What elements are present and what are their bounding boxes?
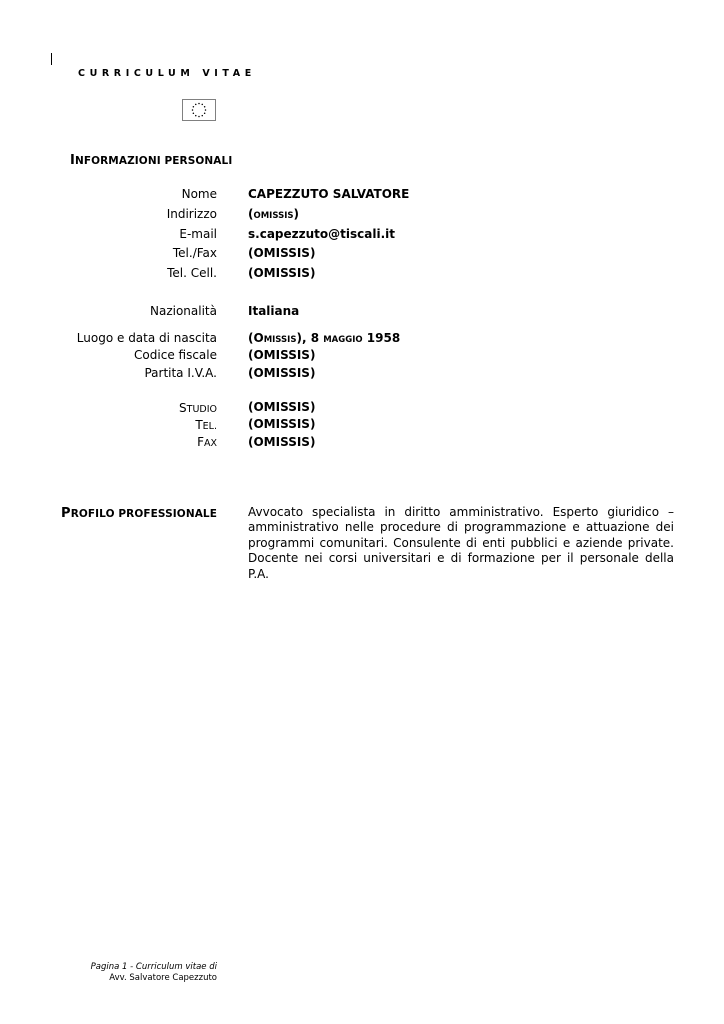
eu-star-icon bbox=[202, 104, 204, 106]
label-telcell: Tel. Cell. bbox=[167, 266, 217, 280]
profile-heading bbox=[61, 506, 217, 521]
value-telcell: (OMISSIS) bbox=[248, 266, 316, 280]
document-title: CURRICULUM VITAE bbox=[78, 68, 256, 79]
eu-star-icon bbox=[204, 106, 206, 108]
eu-star-icon bbox=[204, 113, 206, 115]
label-rest: TUDIO bbox=[186, 404, 217, 415]
label-nazionalita: Nazionalità bbox=[150, 304, 217, 318]
label-email: E-mail bbox=[179, 227, 217, 241]
label-rest: EL. bbox=[202, 421, 217, 432]
value-email[interactable]: s.capezzuto@tiscali.it bbox=[248, 227, 395, 241]
label-studio-fax bbox=[197, 435, 217, 449]
label-initial: F bbox=[197, 435, 204, 449]
footer-line-1: Pagina 1 - Curriculum vitae di bbox=[90, 962, 217, 972]
paren-close: ) bbox=[293, 207, 299, 221]
heading-initial: P bbox=[61, 506, 71, 521]
value-indirizzo-text: OMISSIS bbox=[253, 211, 294, 221]
label-nascita: Luogo e data di nascita bbox=[76, 331, 217, 345]
eu-star-icon bbox=[198, 103, 200, 105]
value-nome: CAPEZZUTO SALVATORE bbox=[248, 187, 410, 201]
label-rest: AX bbox=[203, 438, 217, 449]
eu-star-icon bbox=[195, 115, 197, 117]
heading-initial: I bbox=[70, 153, 75, 168]
value-partita-iva: (OMISSIS) bbox=[248, 366, 316, 380]
nascita-part: ), 8 bbox=[296, 331, 324, 345]
value-telfax: (OMISSIS) bbox=[248, 246, 316, 260]
value-nazionalita: Italiana bbox=[248, 304, 300, 318]
page-footer bbox=[91, 962, 217, 984]
label-initial: S bbox=[179, 401, 187, 415]
value-studio-tel: (OMISSIS) bbox=[248, 417, 316, 431]
value-codice-fiscale: (OMISSIS) bbox=[248, 348, 316, 362]
paren-open: ( bbox=[248, 207, 254, 221]
value-nascita bbox=[248, 331, 400, 345]
label-codice-fiscale: Codice fiscale bbox=[134, 348, 217, 362]
label-telfax: Tel./Fax bbox=[172, 246, 217, 260]
eu-star-icon bbox=[192, 109, 194, 111]
eu-star-icon bbox=[193, 113, 195, 115]
eu-star-icon bbox=[202, 115, 204, 117]
label-studio-tel bbox=[195, 418, 217, 432]
eu-stars-icon bbox=[183, 100, 215, 120]
eu-star-icon bbox=[205, 109, 207, 111]
eu-star-icon bbox=[195, 104, 197, 106]
label-indirizzo: Indirizzo bbox=[166, 207, 217, 221]
nascita-part: MISSIS bbox=[263, 335, 297, 345]
nascita-part: 1958 bbox=[362, 331, 401, 345]
value-studio-fax: (OMISSIS) bbox=[248, 435, 316, 449]
nascita-part: MAGGIO bbox=[323, 335, 363, 345]
label-initial: T bbox=[195, 418, 203, 432]
heading-rest: ROFILO PROFESSIONALE bbox=[70, 508, 217, 520]
text-cursor-mark bbox=[51, 53, 52, 65]
profile-text: Avvocato specialista in diritto amministrativo. Esperto giuridico – amministrativo nelle procedure di programmazione e attuazione dei programmi comunitari. Consulente di enti pubblici e aziende private. Docente nei corsi universitari e di formazione per il personale della P.A. bbox=[248, 505, 674, 581]
label-nome: Nome bbox=[181, 187, 217, 201]
eu-flag-icon bbox=[182, 99, 216, 121]
label-partita-iva: Partita I.V.A. bbox=[144, 366, 217, 380]
personal-info-heading bbox=[70, 153, 232, 168]
footer-line-2: Avv. Salvatore Capezzuto bbox=[109, 973, 217, 983]
eu-star-icon bbox=[198, 116, 200, 118]
label-studio bbox=[179, 401, 217, 415]
eu-star-icon bbox=[193, 106, 195, 108]
nascita-part: (O bbox=[248, 331, 264, 345]
value-indirizzo bbox=[248, 207, 299, 221]
value-studio: (OMISSIS) bbox=[248, 400, 316, 414]
heading-rest: NFORMAZIONI PERSONALI bbox=[74, 155, 233, 167]
